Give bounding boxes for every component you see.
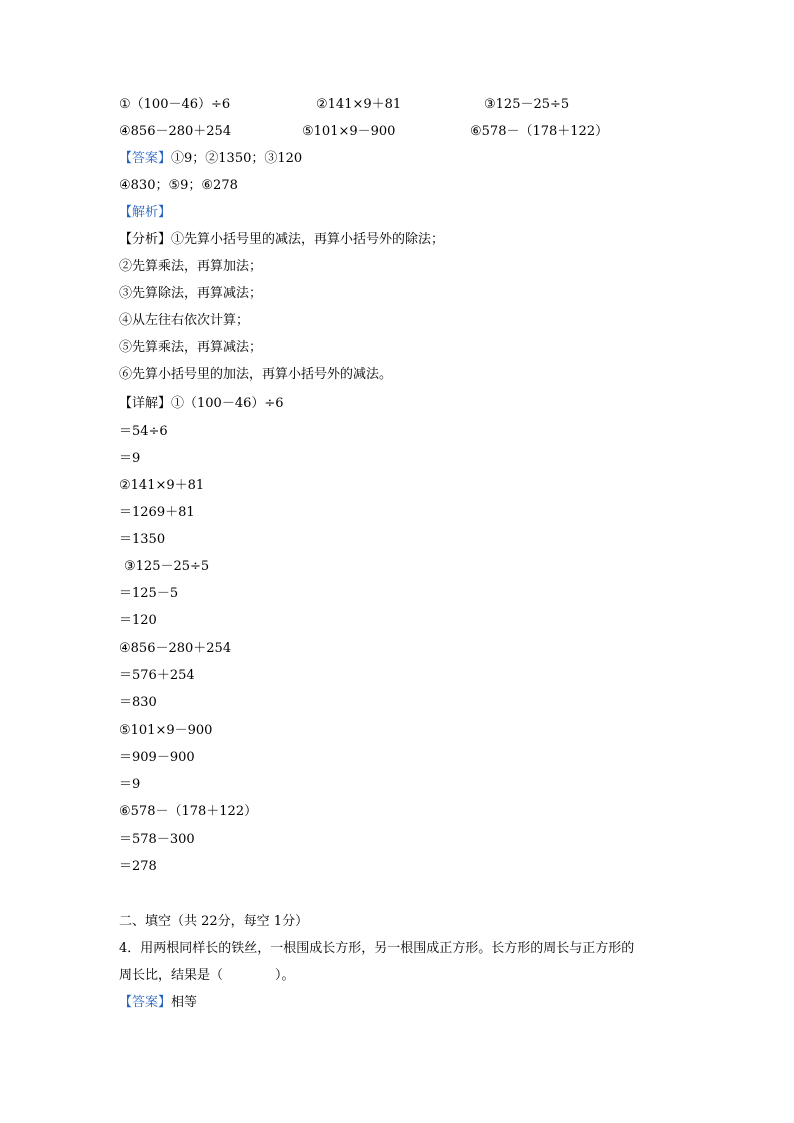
answer-text-1: ①9；②1350；③120 bbox=[171, 151, 303, 166]
question-expr-5: ⑤101×9－900 bbox=[302, 124, 396, 139]
question-expr-3: ③125－25÷5 bbox=[484, 97, 570, 112]
question-expr-2: ②141×9＋81 bbox=[316, 97, 402, 112]
detail-step: ＝1269＋81 bbox=[119, 505, 195, 520]
section-heading: 二、填空（共 22分，每空 1分） bbox=[119, 914, 309, 929]
detail-step: ②141×9＋81 bbox=[119, 478, 205, 493]
question-expr-6: ⑥578－（178＋122） bbox=[470, 124, 609, 139]
detail-step: ＝120 bbox=[119, 613, 157, 628]
detail-step: ＝9 bbox=[119, 451, 141, 466]
answer-line-2: ④830；⑤9；⑥278 bbox=[119, 178, 238, 193]
question-4-answer bbox=[119, 994, 197, 1012]
detail-step: ＝1350 bbox=[119, 532, 166, 547]
detail-step: ＝54÷6 bbox=[119, 424, 168, 439]
detail-step: ＝125－5 bbox=[119, 586, 179, 601]
fenxi-line-1 bbox=[119, 231, 444, 249]
detail-step: ＝909－900 bbox=[119, 750, 195, 765]
detail-step: ＝578－300 bbox=[119, 832, 195, 847]
answer-tag: 【答案】 bbox=[119, 151, 172, 166]
detail-first-expr: ①（100－46）÷6 bbox=[171, 396, 284, 411]
fenxi-line-6: ⑥先算小括号里的加法，再算小括号外的减法。 bbox=[119, 367, 393, 382]
q4-answer-tag: 【答案】 bbox=[119, 995, 172, 1010]
fenxi-text-1: ①先算小括号里的减法，再算小括号外的除法； bbox=[171, 232, 445, 247]
detail-step: ＝576＋254 bbox=[119, 668, 195, 683]
detail-step: ⑥578－（178＋122） bbox=[119, 804, 258, 819]
fenxi-line-2: ②先算乘法，再算加法； bbox=[119, 259, 263, 274]
analysis-tag: 【解析】 bbox=[119, 205, 172, 220]
detail-line-first bbox=[119, 395, 284, 413]
fenxi-line-5: ⑤先算乘法，再算减法； bbox=[119, 340, 263, 355]
detail-step: ③125－25÷5 bbox=[124, 559, 210, 574]
question-expr-1: ①（100－46）÷6 bbox=[119, 97, 231, 112]
detail-step: ④856－280＋254 bbox=[119, 641, 232, 656]
question-4-line-2: 周长比，结果是（ ）。 bbox=[119, 968, 295, 983]
detail-step: ⑤101×9－900 bbox=[119, 723, 213, 738]
answer-line-1 bbox=[119, 150, 302, 168]
question-4-line-1: 4．用两根同样长的铁丝，一根围成长方形，另一根围成正方形。长方形的周长与正方形的 bbox=[119, 941, 635, 956]
detail-step: ＝830 bbox=[119, 695, 157, 710]
question-expr-4: ④856－280＋254 bbox=[119, 124, 232, 139]
fenxi-line-3: ③先算除法，再算减法； bbox=[119, 286, 263, 301]
detail-step: ＝9 bbox=[119, 777, 141, 792]
q4-answer-text: 相等 bbox=[171, 995, 198, 1010]
detail-step: ＝278 bbox=[119, 859, 157, 874]
detail-tag: 【详解】 bbox=[119, 396, 172, 411]
fenxi-tag: 【分析】 bbox=[119, 232, 172, 247]
fenxi-line-4: ④从左往右依次计算； bbox=[119, 313, 250, 328]
